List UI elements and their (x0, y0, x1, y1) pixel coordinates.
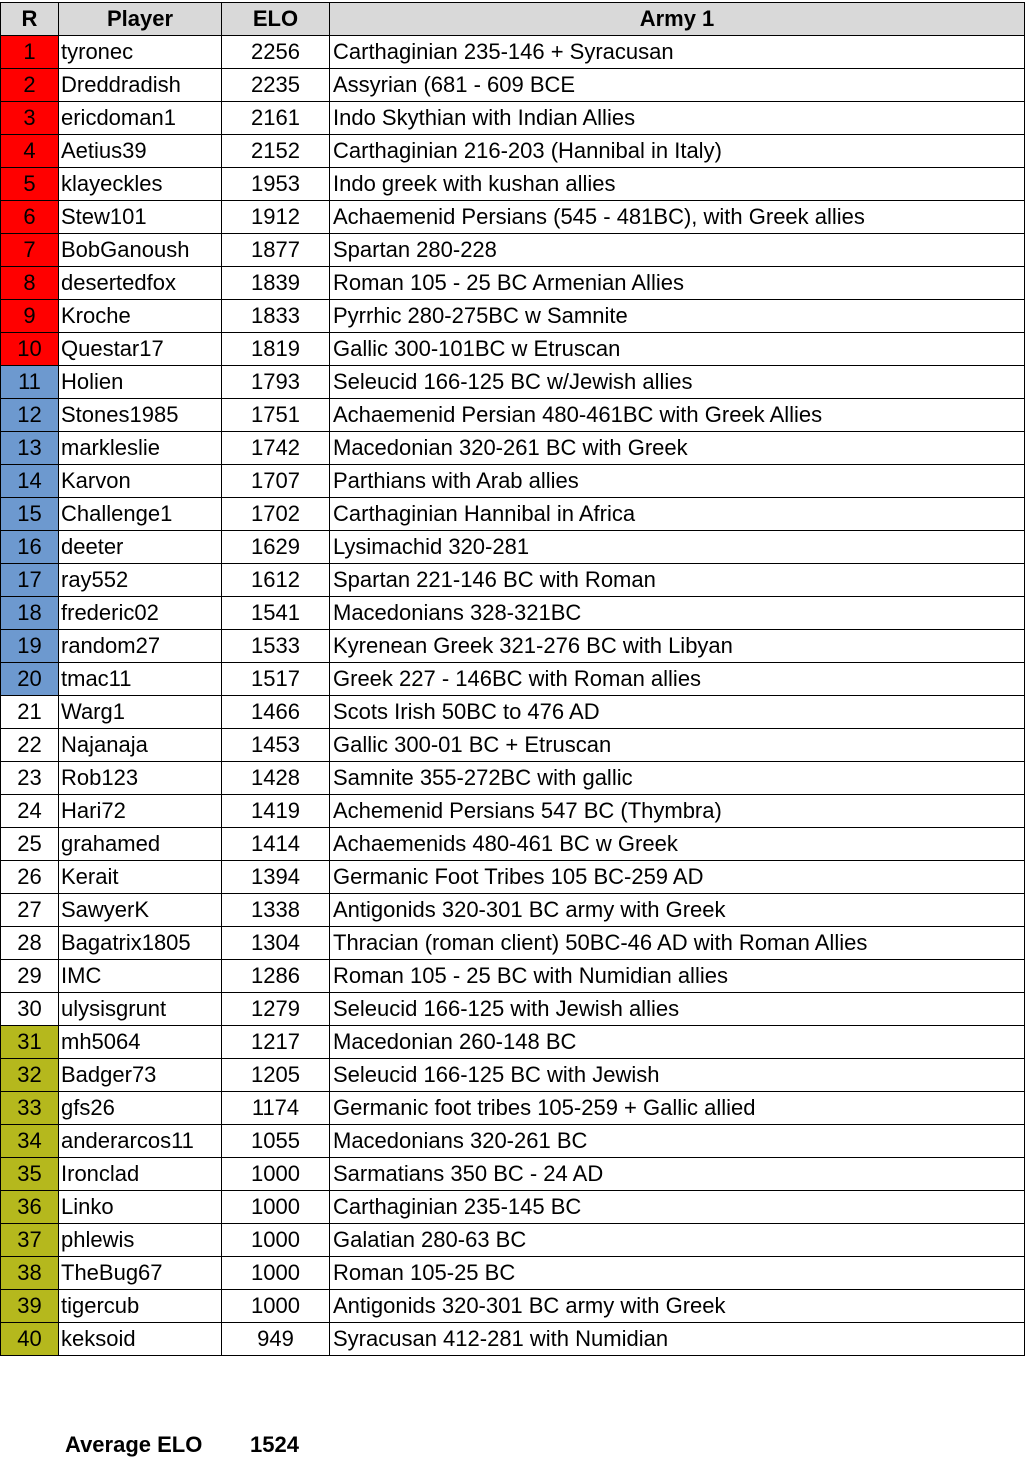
player-cell: grahamed (59, 828, 222, 861)
army-cell: Carthaginian 235-146 + Syracusan (330, 36, 1025, 69)
army-cell: Achaemenid Persian 480-461BC with Greek Allies (330, 399, 1025, 432)
elo-cell: 1286 (222, 960, 330, 993)
player-cell: phlewis (59, 1224, 222, 1257)
elo-cell: 1000 (222, 1191, 330, 1224)
player-cell: klayeckles (59, 168, 222, 201)
table-row (1, 432, 1025, 465)
elo-cell: 1742 (222, 432, 330, 465)
table-row (1, 960, 1025, 993)
table-row (1, 234, 1025, 267)
rank-cell: 15 (1, 498, 59, 531)
army-cell: Seleucid 166-125 BC w/Jewish allies (330, 366, 1025, 399)
elo-cell: 1839 (222, 267, 330, 300)
elo-cell: 1000 (222, 1257, 330, 1290)
rank-cell: 26 (1, 861, 59, 894)
elo-cell: 1702 (222, 498, 330, 531)
table-row (1, 1257, 1025, 1290)
table-body (1, 36, 1025, 1356)
army-cell: Sarmatians 350 BC - 24 AD (330, 1158, 1025, 1191)
elo-cell: 1428 (222, 762, 330, 795)
header-row (1, 3, 1025, 36)
player-cell: Dreddradish (59, 69, 222, 102)
table-row (1, 696, 1025, 729)
army-cell: Scots Irish 50BC to 476 AD (330, 696, 1025, 729)
rank-cell: 36 (1, 1191, 59, 1224)
elo-cell: 2161 (222, 102, 330, 135)
ranking-table (0, 2, 1025, 1356)
rank-cell: 19 (1, 630, 59, 663)
rank-cell: 8 (1, 267, 59, 300)
player-cell: ulysisgrunt (59, 993, 222, 1026)
player-cell: Kroche (59, 300, 222, 333)
army-cell: Achaemenid Persians (545 - 481BC), with Greek allies (330, 201, 1025, 234)
army-cell: Macedonians 320-261 BC (330, 1125, 1025, 1158)
rank-cell: 9 (1, 300, 59, 333)
player-cell: Stew101 (59, 201, 222, 234)
army-cell: Parthians with Arab allies (330, 465, 1025, 498)
elo-cell: 1000 (222, 1290, 330, 1323)
rank-cell: 25 (1, 828, 59, 861)
elo-cell: 1877 (222, 234, 330, 267)
army-header: Army 1 (330, 3, 1025, 36)
elo-cell: 1707 (222, 465, 330, 498)
player-cell: Najanaja (59, 729, 222, 762)
player-cell: tmac11 (59, 663, 222, 696)
player-cell: tigercub (59, 1290, 222, 1323)
player-cell: Aetius39 (59, 135, 222, 168)
elo-cell: 1055 (222, 1125, 330, 1158)
table-row (1, 1092, 1025, 1125)
table-row (1, 168, 1025, 201)
player-cell: Challenge1 (59, 498, 222, 531)
rank-cell: 13 (1, 432, 59, 465)
player-cell: Linko (59, 1191, 222, 1224)
rank-cell: 17 (1, 564, 59, 597)
player-cell: Bagatrix1805 (59, 927, 222, 960)
table-row (1, 894, 1025, 927)
table-row (1, 993, 1025, 1026)
army-cell: Macedonian 320-261 BC with Greek (330, 432, 1025, 465)
elo-cell: 1833 (222, 300, 330, 333)
player-cell: deeter (59, 531, 222, 564)
table-row (1, 1158, 1025, 1191)
rank-cell: 39 (1, 1290, 59, 1323)
rank-cell: 22 (1, 729, 59, 762)
elo-cell: 1751 (222, 399, 330, 432)
player-cell: Stones1985 (59, 399, 222, 432)
player-cell: random27 (59, 630, 222, 663)
player-cell: Questar17 (59, 333, 222, 366)
rank-cell: 2 (1, 69, 59, 102)
elo-cell: 1612 (222, 564, 330, 597)
elo-cell: 1217 (222, 1026, 330, 1059)
table-row (1, 36, 1025, 69)
rank-cell: 27 (1, 894, 59, 927)
army-cell: Macedonian 260-148 BC (330, 1026, 1025, 1059)
table-row (1, 1323, 1025, 1356)
elo-cell: 2256 (222, 36, 330, 69)
army-cell: Lysimachid 320-281 (330, 531, 1025, 564)
elo-cell: 1205 (222, 1059, 330, 1092)
army-cell: Assyrian (681 - 609 BCE (330, 69, 1025, 102)
player-cell: tyronec (59, 36, 222, 69)
table-row (1, 927, 1025, 960)
rank-cell: 18 (1, 597, 59, 630)
army-cell: Carthaginian 216-203 (Hannibal in Italy) (330, 135, 1025, 168)
player-cell: Kerait (59, 861, 222, 894)
table-row (1, 795, 1025, 828)
table-row (1, 366, 1025, 399)
rank-cell: 5 (1, 168, 59, 201)
elo-cell: 1819 (222, 333, 330, 366)
rank-cell: 23 (1, 762, 59, 795)
elo-cell: 1453 (222, 729, 330, 762)
army-cell: Roman 105 - 25 BC Armenian Allies (330, 267, 1025, 300)
player-cell: IMC (59, 960, 222, 993)
table-row (1, 531, 1025, 564)
elo-cell: 1304 (222, 927, 330, 960)
army-cell: Thracian (roman client) 50BC-46 AD with Roman Allies (330, 927, 1025, 960)
army-cell: Indo greek with kushan allies (330, 168, 1025, 201)
army-cell: Syracusan 412-281 with Numidian (330, 1323, 1025, 1356)
elo-cell: 949 (222, 1323, 330, 1356)
army-cell: Carthaginian Hannibal in Africa (330, 498, 1025, 531)
player-cell: anderarcos11 (59, 1125, 222, 1158)
elo-cell: 1279 (222, 993, 330, 1026)
army-cell: Roman 105-25 BC (330, 1257, 1025, 1290)
elo-cell: 1912 (222, 201, 330, 234)
table-row (1, 333, 1025, 366)
army-cell: Pyrrhic 280-275BC w Samnite (330, 300, 1025, 333)
elo-cell: 1517 (222, 663, 330, 696)
rank-cell: 32 (1, 1059, 59, 1092)
rank-cell: 4 (1, 135, 59, 168)
rank-cell: 1 (1, 36, 59, 69)
rank-cell: 12 (1, 399, 59, 432)
table-row (1, 498, 1025, 531)
army-cell: Achemenid Persians 547 BC (Thymbra) (330, 795, 1025, 828)
elo-cell: 1793 (222, 366, 330, 399)
player-cell: SawyerK (59, 894, 222, 927)
army-cell: Macedonians 328-321BC (330, 597, 1025, 630)
rank-cell: 21 (1, 696, 59, 729)
elo-cell: 1174 (222, 1092, 330, 1125)
rank-cell: 34 (1, 1125, 59, 1158)
table-row (1, 1059, 1025, 1092)
army-cell: Seleucid 166-125 BC with Jewish (330, 1059, 1025, 1092)
table-row (1, 135, 1025, 168)
elo-cell: 1000 (222, 1224, 330, 1257)
table-row (1, 1125, 1025, 1158)
player-cell: Badger73 (59, 1059, 222, 1092)
elo-header: ELO (222, 3, 330, 36)
elo-cell: 1414 (222, 828, 330, 861)
player-cell: ericdoman1 (59, 102, 222, 135)
army-cell: Spartan 221-146 BC with Roman (330, 564, 1025, 597)
player-cell: Ironclad (59, 1158, 222, 1191)
elo-cell: 2152 (222, 135, 330, 168)
table-row (1, 201, 1025, 234)
rank-cell: 38 (1, 1257, 59, 1290)
table-row (1, 300, 1025, 333)
player-cell: markleslie (59, 432, 222, 465)
army-cell: Antigonids 320-301 BC army with Greek (330, 894, 1025, 927)
table-row (1, 663, 1025, 696)
elo-cell: 1953 (222, 168, 330, 201)
rank-cell: 7 (1, 234, 59, 267)
rank-cell: 16 (1, 531, 59, 564)
table-row (1, 564, 1025, 597)
table-row (1, 729, 1025, 762)
table-row (1, 1026, 1025, 1059)
rank-cell: 28 (1, 927, 59, 960)
rank-cell: 29 (1, 960, 59, 993)
elo-cell: 2235 (222, 69, 330, 102)
rank-cell: 33 (1, 1092, 59, 1125)
player-cell: ray552 (59, 564, 222, 597)
elo-cell: 1541 (222, 597, 330, 630)
elo-cell: 1394 (222, 861, 330, 894)
player-cell: Rob123 (59, 762, 222, 795)
table-row (1, 1224, 1025, 1257)
player-cell: mh5064 (59, 1026, 222, 1059)
player-cell: Karvon (59, 465, 222, 498)
army-cell: Gallic 300-01 BC + Etruscan (330, 729, 1025, 762)
table-row (1, 102, 1025, 135)
rank-cell: 40 (1, 1323, 59, 1356)
rank-cell: 37 (1, 1224, 59, 1257)
table-row (1, 828, 1025, 861)
player-cell: gfs26 (59, 1092, 222, 1125)
player-cell: Warg1 (59, 696, 222, 729)
rank-cell: 11 (1, 366, 59, 399)
player-cell: TheBug67 (59, 1257, 222, 1290)
table-row (1, 762, 1025, 795)
army-cell: Germanic foot tribes 105-259 + Gallic allied (330, 1092, 1025, 1125)
rank-cell: 35 (1, 1158, 59, 1191)
player-cell: Holien (59, 366, 222, 399)
rank-cell: 10 (1, 333, 59, 366)
table-row (1, 630, 1025, 663)
rank-cell: 3 (1, 102, 59, 135)
army-cell: Spartan 280-228 (330, 234, 1025, 267)
table-row (1, 597, 1025, 630)
army-cell: Achaemenids 480-461 BC w Greek (330, 828, 1025, 861)
rank-cell: 24 (1, 795, 59, 828)
player-cell: Hari72 (59, 795, 222, 828)
elo-cell: 1466 (222, 696, 330, 729)
table-row (1, 465, 1025, 498)
army-cell: Gallic 300-101BC w Etruscan (330, 333, 1025, 366)
elo-cell: 1000 (222, 1158, 330, 1191)
table-row (1, 861, 1025, 894)
player-cell: keksoid (59, 1323, 222, 1356)
player-cell: desertedfox (59, 267, 222, 300)
rank-cell: 14 (1, 465, 59, 498)
army-cell: Galatian 280-63 BC (330, 1224, 1025, 1257)
army-cell: Carthaginian 235-145 BC (330, 1191, 1025, 1224)
table-row (1, 267, 1025, 300)
elo-cell: 1533 (222, 630, 330, 663)
army-cell: Greek 227 - 146BC with Roman allies (330, 663, 1025, 696)
elo-cell: 1338 (222, 894, 330, 927)
table-row (1, 69, 1025, 102)
elo-cell: 1419 (222, 795, 330, 828)
average-elo-value: 1524 (250, 1432, 299, 1457)
table-row (1, 1191, 1025, 1224)
elo-cell: 1629 (222, 531, 330, 564)
rank-cell: 31 (1, 1026, 59, 1059)
rank-cell: 6 (1, 201, 59, 234)
player-cell: frederic02 (59, 597, 222, 630)
army-cell: Samnite 355-272BC with gallic (330, 762, 1025, 795)
army-cell: Roman 105 - 25 BC with Numidian allies (330, 960, 1025, 993)
player-header: Player (59, 3, 222, 36)
army-cell: Seleucid 166-125 with Jewish allies (330, 993, 1025, 1026)
army-cell: Indo Skythian with Indian Allies (330, 102, 1025, 135)
player-cell: BobGanoush (59, 234, 222, 267)
table-row (1, 1290, 1025, 1323)
army-cell: Antigonids 320-301 BC army with Greek (330, 1290, 1025, 1323)
rank-header: R (1, 3, 59, 36)
army-cell: Germanic Foot Tribes 105 BC-259 AD (330, 861, 1025, 894)
army-cell: Kyrenean Greek 321-276 BC with Libyan (330, 630, 1025, 663)
rank-cell: 30 (1, 993, 59, 1026)
average-elo-label: Average ELO (65, 1432, 203, 1457)
rank-cell: 20 (1, 663, 59, 696)
table-row (1, 399, 1025, 432)
